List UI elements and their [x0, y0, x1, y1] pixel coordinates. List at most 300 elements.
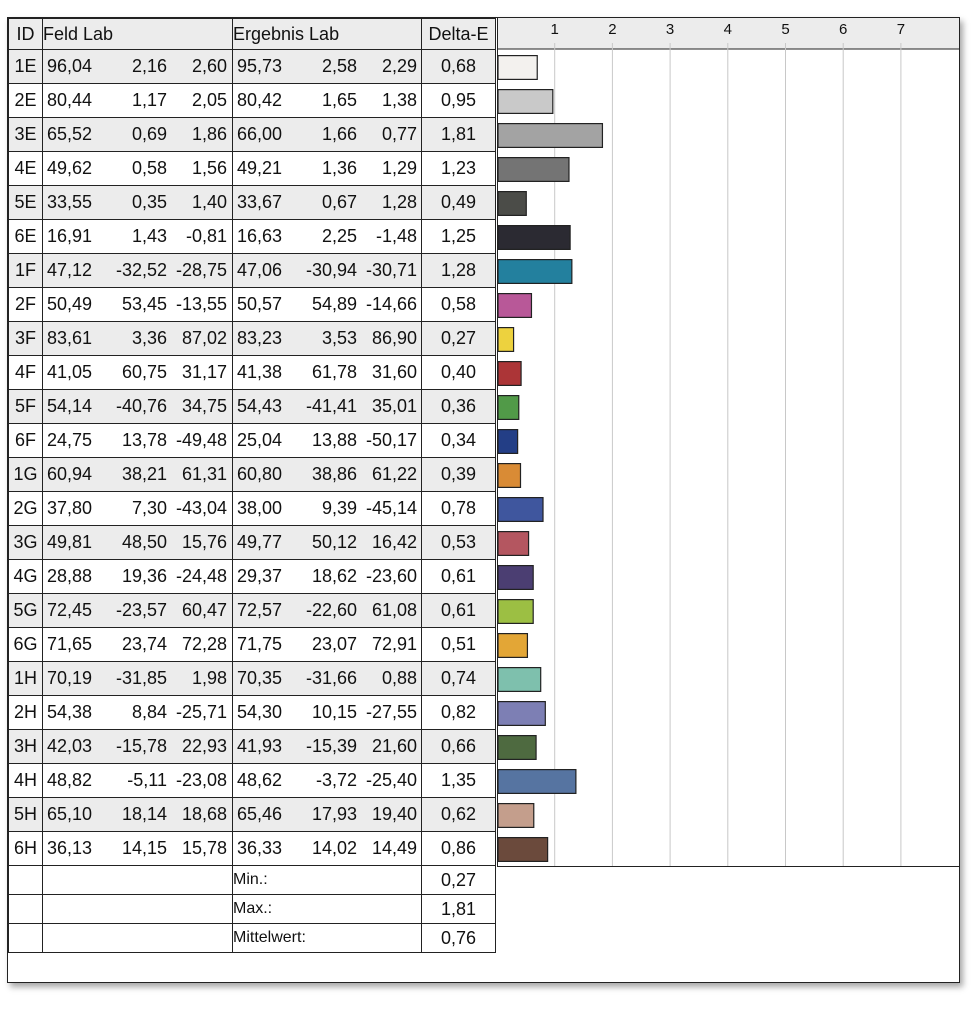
- feld-lab-value: 34,75: [181, 396, 227, 416]
- ergebnis-lab-value: -15,39: [305, 736, 357, 756]
- table-row: [9, 458, 496, 492]
- bar-4H: [498, 770, 576, 794]
- table-row: [9, 696, 496, 730]
- delta-e-value: 0,61: [422, 594, 496, 628]
- ergebnis-lab-value: -30,94: [305, 260, 357, 280]
- feld-lab: [43, 594, 233, 628]
- bar-1G: [498, 464, 521, 488]
- feld-lab-value: 0,69: [131, 124, 167, 144]
- feld-lab-value: 53,45: [121, 294, 167, 314]
- delta-e-value: 0,82: [422, 696, 496, 730]
- feld-lab-value: 28,88: [47, 566, 93, 586]
- delta-e-value: 1,35: [422, 764, 496, 798]
- feld-lab-value: 72,28: [181, 634, 227, 654]
- feld-lab-value: 71,65: [47, 634, 93, 654]
- ergebnis-lab-value: 0,77: [381, 124, 417, 144]
- feld-lab-value: 15,78: [181, 838, 227, 858]
- delta-e-value: 0,27: [422, 322, 496, 356]
- bar-3F: [498, 328, 514, 352]
- ergebnis-lab: [233, 84, 422, 118]
- ergebnis-lab-value: 1,38: [381, 90, 417, 110]
- feld-lab-value: -23,08: [175, 770, 227, 790]
- feld-lab: [43, 390, 233, 424]
- delta-e-value: 0,62: [422, 798, 496, 832]
- ergebnis-lab-value: 41,93: [237, 736, 283, 756]
- feld-lab-value: 1,43: [131, 226, 167, 246]
- bar-1E: [498, 56, 537, 80]
- table-row: [9, 594, 496, 628]
- bar-4G: [498, 566, 533, 590]
- ergebnis-lab-value: 9,39: [321, 498, 357, 518]
- table-row: [9, 118, 496, 152]
- ergebnis-lab-value: 25,04: [237, 430, 283, 450]
- feld-lab-value: -28,75: [175, 260, 227, 280]
- delta-e-value: 0,61: [422, 560, 496, 594]
- x-tick-label: 7: [896, 21, 906, 38]
- feld-lab: [43, 322, 233, 356]
- ergebnis-lab: [233, 730, 422, 764]
- feld-lab: [43, 254, 233, 288]
- feld-lab-value: 83,61: [47, 328, 93, 348]
- feld-lab: [43, 832, 233, 866]
- ergebnis-lab: [233, 526, 422, 560]
- stat-empty: [9, 924, 43, 953]
- feld-lab-value: 1,98: [191, 668, 227, 688]
- row-id: 4F: [9, 356, 43, 390]
- ergebnis-lab-value: 2,58: [321, 56, 357, 76]
- feld-lab-value: 1,40: [191, 192, 227, 212]
- feld-lab: [43, 186, 233, 220]
- feld-lab: [43, 220, 233, 254]
- row-id: 4E: [9, 152, 43, 186]
- ergebnis-lab-value: 38,00: [237, 498, 283, 518]
- table-row: [9, 288, 496, 322]
- feld-lab: [43, 152, 233, 186]
- stat-row: [9, 924, 496, 953]
- ergebnis-lab-value: 61,08: [371, 600, 417, 620]
- row-id: 3H: [9, 730, 43, 764]
- table-row: [9, 152, 496, 186]
- feld-lab: [43, 730, 233, 764]
- ergebnis-lab-value: 13,88: [311, 430, 357, 450]
- stat-value: 0,27: [422, 866, 496, 895]
- row-id: 5G: [9, 594, 43, 628]
- feld-lab: [43, 424, 233, 458]
- feld-lab-value: 60,47: [181, 600, 227, 620]
- ergebnis-lab-value: -45,14: [365, 498, 417, 518]
- row-id: 6H: [9, 832, 43, 866]
- feld-lab-value: 2,16: [131, 56, 167, 76]
- feld-lab-value: 2,60: [191, 56, 227, 76]
- table-row: [9, 322, 496, 356]
- table-row: [9, 84, 496, 118]
- delta-e-value: 0,51: [422, 628, 496, 662]
- x-tick-label: 5: [781, 21, 790, 38]
- feld-lab-value: 24,75: [47, 430, 93, 450]
- feld-lab-value: 18,68: [181, 804, 227, 824]
- table-row: [9, 662, 496, 696]
- ergebnis-lab-value: 1,28: [381, 192, 417, 212]
- ergebnis-lab-value: 16,63: [237, 226, 283, 246]
- ergebnis-lab-value: 1,65: [321, 90, 357, 110]
- feld-lab: [43, 84, 233, 118]
- feld-lab-value: 96,04: [47, 56, 93, 76]
- ergebnis-lab: [233, 220, 422, 254]
- feld-lab-value: -24,48: [175, 566, 227, 586]
- feld-lab-value: 16,91: [47, 226, 93, 246]
- stat-value: 1,81: [422, 895, 496, 924]
- table-row: [9, 186, 496, 220]
- feld-lab: [43, 798, 233, 832]
- feld-lab-value: 65,10: [47, 804, 93, 824]
- ergebnis-lab: [233, 50, 422, 84]
- feld-lab-value: 61,31: [181, 464, 227, 484]
- table-row: [9, 628, 496, 662]
- ergebnis-lab: [233, 118, 422, 152]
- feld-lab: [43, 764, 233, 798]
- ergebnis-lab-value: 61,78: [311, 362, 357, 382]
- feld-lab-value: -23,57: [115, 600, 167, 620]
- feld-lab-value: 14,15: [121, 838, 167, 858]
- feld-lab-value: 3,36: [131, 328, 167, 348]
- ergebnis-lab: [233, 594, 422, 628]
- feld-lab-value: 18,14: [121, 804, 167, 824]
- ergebnis-lab: [233, 458, 422, 492]
- feld-lab: [43, 492, 233, 526]
- feld-lab-value: 48,50: [121, 532, 167, 552]
- ergebnis-lab-value: 33,67: [237, 192, 283, 212]
- feld-lab-value: -25,71: [175, 702, 227, 722]
- ergebnis-lab-value: 2,25: [321, 226, 357, 246]
- table-row: [9, 798, 496, 832]
- delta-e-value: 0,36: [422, 390, 496, 424]
- ergebnis-lab: [233, 492, 422, 526]
- ergebnis-lab-value: 10,15: [311, 702, 357, 722]
- row-id: 6G: [9, 628, 43, 662]
- bar-1F: [498, 260, 572, 284]
- ergebnis-lab-value: 41,38: [237, 362, 283, 382]
- feld-lab-value: 54,14: [47, 396, 93, 416]
- ergebnis-lab-value: 47,06: [237, 260, 283, 280]
- bar-3G: [498, 532, 529, 556]
- ergebnis-lab-value: 0,67: [321, 192, 357, 212]
- ergebnis-lab-value: 31,60: [371, 362, 417, 382]
- delta-e-value: 0,78: [422, 492, 496, 526]
- feld-lab: [43, 356, 233, 390]
- ergebnis-lab-value: 35,01: [371, 396, 417, 416]
- feld-lab-value: -15,78: [115, 736, 167, 756]
- feld-lab: [43, 662, 233, 696]
- ergebnis-lab-value: 83,23: [237, 328, 283, 348]
- ergebnis-lab-value: 29,37: [237, 566, 283, 586]
- ergebnis-lab-value: 72,57: [237, 600, 283, 620]
- x-tick-label: 3: [665, 21, 675, 38]
- feld-lab-value: 80,44: [47, 90, 93, 110]
- feld-lab-value: 1,56: [191, 158, 227, 178]
- delta-e-value: 0,68: [422, 50, 496, 84]
- ergebnis-lab-value: -50,17: [365, 430, 417, 450]
- row-id: 4G: [9, 560, 43, 594]
- bar-4E: [498, 158, 569, 182]
- ergebnis-lab: [233, 186, 422, 220]
- row-id: 5F: [9, 390, 43, 424]
- ergebnis-lab-value: 49,77: [237, 532, 283, 552]
- stat-empty: [9, 895, 43, 924]
- feld-lab-value: 41,05: [47, 362, 93, 382]
- feld-lab: [43, 696, 233, 730]
- table-row: [9, 764, 496, 798]
- table-header: [9, 19, 496, 50]
- ergebnis-lab: [233, 798, 422, 832]
- ergebnis-lab-value: 14,02: [311, 838, 357, 858]
- feld-lab-value: 8,84: [131, 702, 167, 722]
- x-tick-label: 1: [550, 21, 559, 38]
- bar-3E: [498, 124, 602, 148]
- table-row: [9, 526, 496, 560]
- feld-lab-value: 42,03: [47, 736, 93, 756]
- feld-lab-value: 87,02: [181, 328, 227, 348]
- ergebnis-lab-value: 54,30: [237, 702, 283, 722]
- ergebnis-lab: [233, 322, 422, 356]
- ergebnis-lab-value: 80,42: [237, 90, 283, 110]
- ergebnis-lab-value: 1,29: [381, 158, 417, 178]
- feld-lab-value: 49,81: [47, 532, 93, 552]
- table-row: [9, 254, 496, 288]
- stat-row: [9, 866, 496, 895]
- table-row: [9, 220, 496, 254]
- bar-2F: [498, 294, 531, 318]
- feld-lab-value: 72,45: [47, 600, 93, 620]
- delta-e-value: 1,23: [422, 152, 496, 186]
- stat-label: Max.:: [233, 895, 422, 924]
- delta-e-value: 0,86: [422, 832, 496, 866]
- ergebnis-lab-value: 95,73: [237, 56, 283, 76]
- table-row: [9, 492, 496, 526]
- ergebnis-lab-value: 23,07: [311, 634, 357, 654]
- feld-lab-value: 0,58: [131, 158, 167, 178]
- row-id: 2G: [9, 492, 43, 526]
- x-tick-label: 2: [608, 21, 617, 38]
- ergebnis-lab-value: 50,12: [311, 532, 357, 552]
- feld-lab-value: -32,52: [115, 260, 167, 280]
- row-id: 3G: [9, 526, 43, 560]
- bar-6F: [498, 430, 518, 454]
- ergebnis-lab-value: -27,55: [365, 702, 417, 722]
- row-id: 2E: [9, 84, 43, 118]
- ergebnis-lab: [233, 152, 422, 186]
- feld-lab: [43, 118, 233, 152]
- bar-1H: [498, 668, 541, 692]
- delta-e-value: 0,40: [422, 356, 496, 390]
- stat-empty: [43, 895, 233, 924]
- feld-lab-value: 23,74: [121, 634, 167, 654]
- header-feld-lab: Feld Lab: [43, 19, 233, 50]
- delta-e-value: 1,28: [422, 254, 496, 288]
- delta-e-value: 0,49: [422, 186, 496, 220]
- feld-lab-value: 2,05: [191, 90, 227, 110]
- bar-6E: [498, 226, 570, 250]
- stat-label: Mittelwert:: [233, 924, 422, 953]
- ergebnis-lab-value: -23,60: [365, 566, 417, 586]
- ergebnis-lab: [233, 390, 422, 424]
- ergebnis-lab-value: 0,88: [381, 668, 417, 688]
- ergebnis-lab: [233, 356, 422, 390]
- delta-e-value: 1,81: [422, 118, 496, 152]
- x-tick-label: 4: [723, 21, 732, 38]
- ergebnis-lab-value: -30,71: [365, 260, 417, 280]
- delta-e-value: 0,66: [422, 730, 496, 764]
- feld-lab-value: 38,21: [121, 464, 167, 484]
- row-id: 6F: [9, 424, 43, 458]
- feld-lab-value: 1,86: [191, 124, 227, 144]
- ergebnis-lab-value: -3,72: [315, 770, 357, 790]
- delta-e-value: 1,25: [422, 220, 496, 254]
- row-id: 6E: [9, 220, 43, 254]
- ergebnis-lab-value: 60,80: [237, 464, 283, 484]
- ergebnis-lab: [233, 560, 422, 594]
- stat-empty: [43, 924, 233, 953]
- ergebnis-lab-value: 48,62: [237, 770, 283, 790]
- header-ergebnis-lab: Ergebnis Lab: [233, 19, 422, 50]
- ergebnis-lab-value: 17,93: [311, 804, 357, 824]
- ergebnis-lab-value: -31,66: [305, 668, 357, 688]
- feld-lab-value: 36,13: [47, 838, 93, 858]
- ergebnis-lab-value: -14,66: [365, 294, 417, 314]
- row-id: 5H: [9, 798, 43, 832]
- ergebnis-lab-value: 49,21: [237, 158, 283, 178]
- feld-lab-value: -0,81: [185, 226, 227, 246]
- ergebnis-lab-value: 54,89: [311, 294, 357, 314]
- feld-lab-value: 47,12: [47, 260, 93, 280]
- feld-lab: [43, 628, 233, 662]
- feld-lab-value: -31,85: [115, 668, 167, 688]
- feld-lab-value: -5,11: [127, 770, 167, 790]
- feld-lab-value: -49,48: [175, 430, 227, 450]
- feld-lab-value: 37,80: [47, 498, 93, 518]
- row-id: 3F: [9, 322, 43, 356]
- feld-lab-value: -40,76: [115, 396, 167, 416]
- header-delta-e: Delta-E: [422, 19, 496, 50]
- row-id: 2F: [9, 288, 43, 322]
- ergebnis-lab-value: 66,00: [237, 124, 283, 144]
- ergebnis-lab-value: 71,75: [237, 634, 283, 654]
- bar-5G: [498, 600, 533, 624]
- ergebnis-lab-value: 70,35: [237, 668, 283, 688]
- ergebnis-lab-value: -22,60: [305, 600, 357, 620]
- bar-5E: [498, 192, 526, 216]
- delta-e-value: 0,74: [422, 662, 496, 696]
- x-tick-label: 6: [839, 21, 848, 38]
- feld-lab-value: 49,62: [47, 158, 93, 178]
- ergebnis-lab-value: 19,40: [371, 804, 417, 824]
- ergebnis-lab-value: 72,91: [371, 634, 417, 654]
- feld-lab-value: 13,78: [121, 430, 167, 450]
- header-id: ID: [9, 19, 43, 50]
- delta-e-value: 0,39: [422, 458, 496, 492]
- ergebnis-lab-value: 14,49: [371, 838, 417, 858]
- row-id: 1H: [9, 662, 43, 696]
- ergebnis-lab-value: -1,48: [375, 226, 417, 246]
- stat-label: Min.:: [233, 866, 422, 895]
- feld-lab: [43, 526, 233, 560]
- bar-6G: [498, 634, 527, 658]
- stat-empty: [9, 866, 43, 895]
- feld-lab-value: 70,19: [47, 668, 93, 688]
- row-id: 5E: [9, 186, 43, 220]
- table-row: [9, 560, 496, 594]
- ergebnis-lab-value: 2,29: [381, 56, 417, 76]
- feld-lab: [43, 288, 233, 322]
- feld-lab-value: 65,52: [47, 124, 93, 144]
- bar-2E: [498, 90, 553, 114]
- row-id: 1E: [9, 50, 43, 84]
- feld-lab-value: 1,17: [131, 90, 167, 110]
- delta-e-bar-chart: [497, 18, 959, 982]
- ergebnis-lab-value: 61,22: [371, 464, 417, 484]
- feld-lab-value: 0,35: [131, 192, 167, 212]
- feld-lab-value: 33,55: [47, 192, 93, 212]
- ergebnis-lab: [233, 832, 422, 866]
- row-id: 1G: [9, 458, 43, 492]
- ergebnis-lab-value: 3,53: [321, 328, 357, 348]
- feld-lab-value: 31,17: [181, 362, 227, 382]
- lab-table: [8, 18, 496, 953]
- feld-lab: [43, 458, 233, 492]
- ergebnis-lab: [233, 254, 422, 288]
- ergebnis-lab-value: -41,41: [305, 396, 357, 416]
- table-row: [9, 50, 496, 84]
- ergebnis-lab-value: 1,66: [321, 124, 357, 144]
- ergebnis-lab-value: 36,33: [237, 838, 283, 858]
- stat-empty: [43, 866, 233, 895]
- ergebnis-lab: [233, 288, 422, 322]
- ergebnis-lab-value: 65,46: [237, 804, 283, 824]
- delta-e-value: 0,34: [422, 424, 496, 458]
- feld-lab-value: -43,04: [175, 498, 227, 518]
- bar-5F: [498, 396, 519, 420]
- ergebnis-lab-value: -25,40: [365, 770, 417, 790]
- stat-value: 0,76: [422, 924, 496, 953]
- feld-lab-value: 19,36: [121, 566, 167, 586]
- delta-e-value: 0,53: [422, 526, 496, 560]
- feld-lab-value: 48,82: [47, 770, 93, 790]
- bar-6H: [498, 838, 548, 862]
- bar-2H: [498, 702, 545, 726]
- ergebnis-lab: [233, 662, 422, 696]
- ergebnis-lab-value: 18,62: [311, 566, 357, 586]
- ergebnis-lab-value: 86,90: [371, 328, 417, 348]
- ergebnis-lab: [233, 696, 422, 730]
- delta-e-value: 0,95: [422, 84, 496, 118]
- stat-row: [9, 895, 496, 924]
- bar-3H: [498, 736, 536, 760]
- table-row: [9, 390, 496, 424]
- row-id: 1F: [9, 254, 43, 288]
- feld-lab-value: -13,55: [175, 294, 227, 314]
- feld-lab-value: 60,75: [121, 362, 167, 382]
- feld-lab-value: 54,38: [47, 702, 93, 722]
- table-row: [9, 730, 496, 764]
- bar-5H: [498, 804, 534, 828]
- feld-lab-value: 7,30: [131, 498, 167, 518]
- table-row: [9, 424, 496, 458]
- row-id: 3E: [9, 118, 43, 152]
- ergebnis-lab: [233, 764, 422, 798]
- feld-lab-value: 22,93: [181, 736, 227, 756]
- feld-lab: [43, 560, 233, 594]
- table-row: [9, 832, 496, 866]
- delta-e-value: 0,58: [422, 288, 496, 322]
